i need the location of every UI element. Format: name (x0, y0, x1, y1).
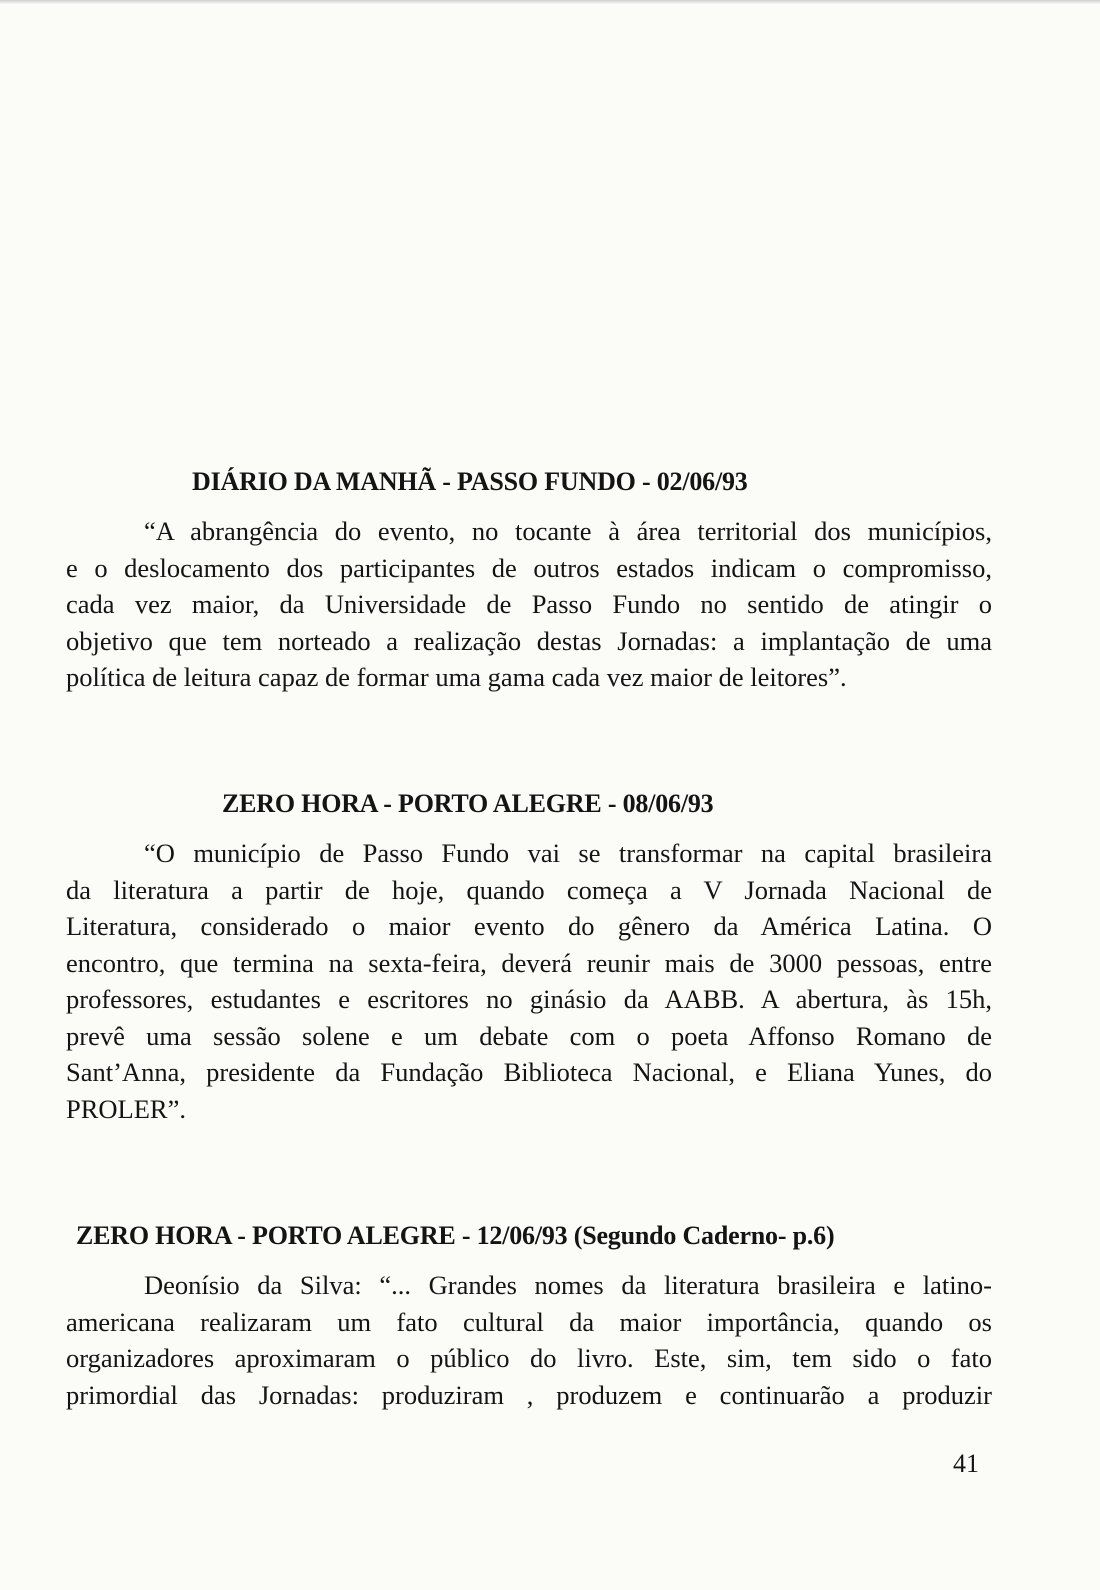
page-number: 41 (953, 1449, 979, 1478)
paragraph-line: objetivo que tem norteado a realização destas Jornadas: a implantação de uma (66, 625, 992, 656)
scan-edge-shadow (0, 0, 1100, 4)
paragraph-line: política de leitura capaz de formar uma gama cada vez maior de leitores”. (66, 662, 847, 692)
quote-paragraph-zero-hora-1206 (66, 1267, 992, 1413)
paragraph-line: “A abrangência do evento, no tocante à área territorial dos municípios, (144, 516, 992, 546)
paragraph-line: Deonísio da Silva: “... Grandes nomes da literatura brasileira e latino- (144, 1270, 992, 1300)
paragraph-line: prevê uma sessão solene e um debate com o poeta Affonso Romano de (66, 1020, 992, 1051)
paragraph-line: Literatura, considerado o maior evento do gênero da América Latina. O (66, 911, 992, 941)
quote-paragraph-zero-hora-0806 (66, 835, 992, 1127)
quote-paragraph-diario-da-manha (66, 513, 992, 696)
paragraph-line: professores, estudantes e escritores no ginásio da AABB. A abertura, às 15h, (66, 984, 992, 1014)
paragraph-line: organizadores aproximaram o público do livro. Este, sim, tem sido o fato (66, 1343, 992, 1373)
section-heading-zero-hora-0806: ZERO HORA - PORTO ALEGRE - 08/06/93 (222, 789, 714, 818)
paragraph-line: da literatura a partir de hoje, quando começa a V Jornada Nacional de (66, 874, 992, 905)
paragraph-line: encontro, que termina na sexta-feira, deverá reunir mais de 3000 pessoas, entre (66, 947, 992, 978)
paragraph-line: americana realizaram um fato cultural da maior importância, quando os (66, 1306, 992, 1337)
paragraph-line: primordial das Jornadas: produziram , produzem e continuarão a produzir (66, 1379, 992, 1410)
section-heading-zero-hora-1206: ZERO HORA - PORTO ALEGRE - 12/06/93 (Segundo Caderno- p.6) (76, 1221, 835, 1250)
paragraph-line: e o deslocamento dos participantes de outros estados indicam o compromisso, (66, 552, 992, 583)
paragraph-line: “O município de Passo Fundo vai se transformar na capital brasileira (144, 838, 992, 868)
section-heading-diario-da-manha: DIÁRIO DA MANHÃ - PASSO FUNDO - 02/06/93 (192, 467, 748, 496)
paragraph-line: PROLER”. (66, 1093, 186, 1124)
paragraph-line: Sant’Anna, presidente da Fundação Biblioteca Nacional, e Eliana Yunes, do (66, 1057, 992, 1087)
paragraph-line: cada vez maior, da Universidade de Passo Fundo no sentido de atingir o (66, 589, 992, 619)
